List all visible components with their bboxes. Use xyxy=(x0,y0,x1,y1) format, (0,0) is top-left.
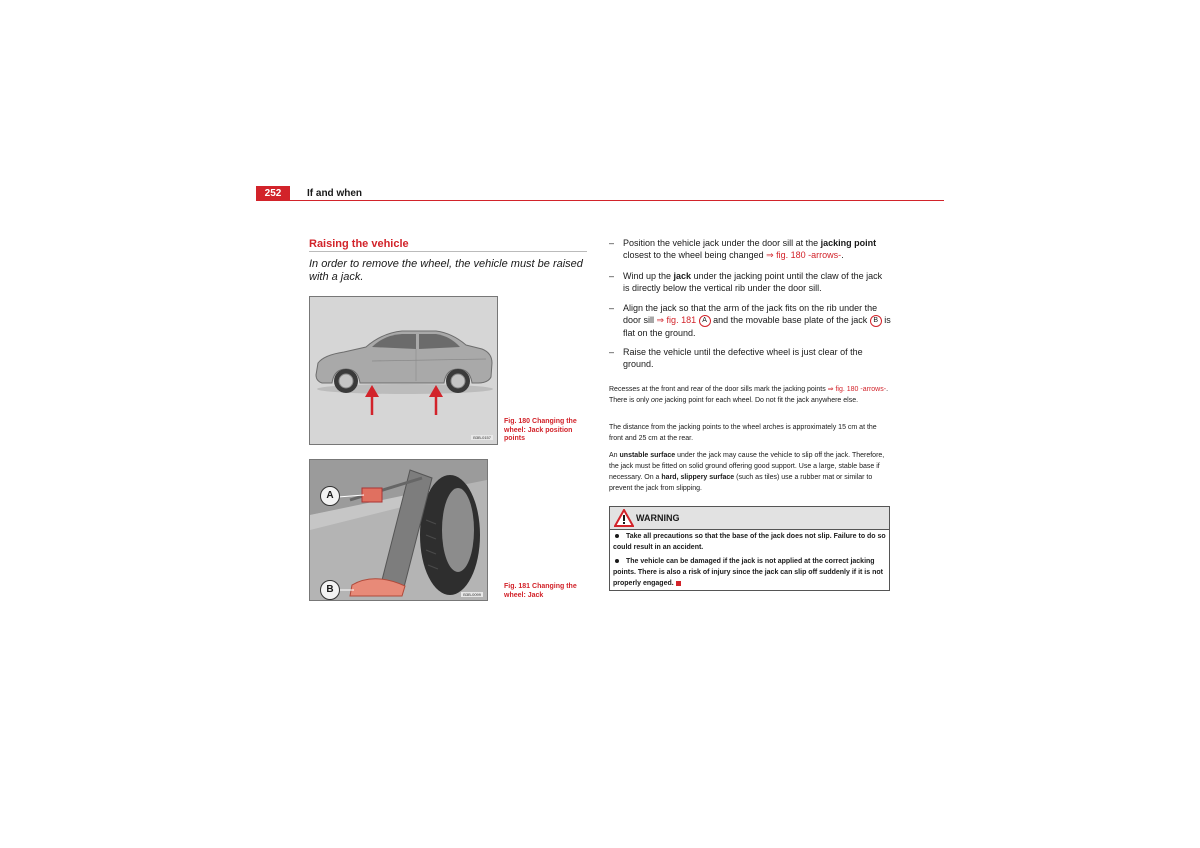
warning-box xyxy=(609,506,890,591)
step-1: – Position the vehicle jack under the door sill at the jacking point closest to the wheel being changed ⇒ fig. 180 -arrows-. xyxy=(609,238,877,260)
figure-code: B3B-0099 xyxy=(463,592,481,597)
fig-180-link[interactable]: ⇒ fig. 180 -arrows- xyxy=(827,386,887,393)
warning-item: The vehicle can be damaged if the jack is not applied at the correct jacking points. There is also a risk of injury since the jack can slip off suddenly if it is not properly engaged. xyxy=(613,558,883,587)
section-intro: In order to remove the wheel, the vehicle must be raised with a jack. xyxy=(309,258,583,283)
figure-181-jack xyxy=(309,459,488,601)
note-unstable-surface: An unstable surface under the jack may cause the vehicle to slip off the jack. Therefore, the jack must be fitted on solid ground offering good support. Use a large, stable base if necessary. On a hard, slippery surface (such as tiles) use a rubber mat or similar to prevent the jack from slipping. xyxy=(609,452,885,492)
warning-title: WARNING xyxy=(636,513,680,523)
warning-item: Take all precautions so that the base of the jack does not slip. Failure to do so could result in an accident. xyxy=(613,533,886,551)
figure-code: B3B-0157 xyxy=(473,435,491,440)
step-4: – Raise the vehicle until the defective wheel is just clear of the ground. xyxy=(609,347,863,369)
chapter-title: If and when xyxy=(307,188,362,199)
section-title: Raising the vehicle xyxy=(309,238,409,250)
fig-181-link[interactable]: ⇒ fig. 181 xyxy=(656,315,697,325)
jack-illustration xyxy=(310,460,487,600)
fig-180-link[interactable]: ⇒ fig. 180 -arrows- xyxy=(766,250,842,260)
note-distance: The distance from the jacking points to the wheel arches is approximately 15 cm at the front and 25 cm at the rear. xyxy=(609,424,877,442)
warning-header xyxy=(610,507,889,530)
note-jacking-points: Recesses at the front and rear of the door sills mark the jacking points ⇒ fig. 180 -arrows-. There is only one jacking point for each wheel. Do not fit the jack anywhere else. xyxy=(609,386,889,404)
car-illustration xyxy=(310,297,497,444)
callout-b: B xyxy=(320,580,340,600)
section-rule xyxy=(309,251,587,252)
marker-a: A xyxy=(699,315,711,327)
callout-a: A xyxy=(320,486,340,506)
figure-181-caption: Fig. 181 Changing the wheel: Jack xyxy=(504,583,577,599)
figure-180-car-jack-points xyxy=(309,296,498,445)
step-2: – Wind up the jack under the jacking point until the claw of the jack is directly below the vertical rib under the door sill. xyxy=(609,271,883,293)
step-3: – Align the jack so that the arm of the jack fits on the rib under the door sill ⇒ fig. 181 A and the movable base plate of the jack B is flat on the ground. xyxy=(609,303,891,338)
page-number: 252 xyxy=(256,186,290,201)
marker-b: B xyxy=(870,315,882,327)
header-rule xyxy=(256,200,944,201)
end-mark-icon xyxy=(676,581,681,586)
figure-180-caption: Fig. 180 Changing the wheel: Jack position points xyxy=(504,418,577,442)
warning-triangle-icon xyxy=(614,509,634,527)
